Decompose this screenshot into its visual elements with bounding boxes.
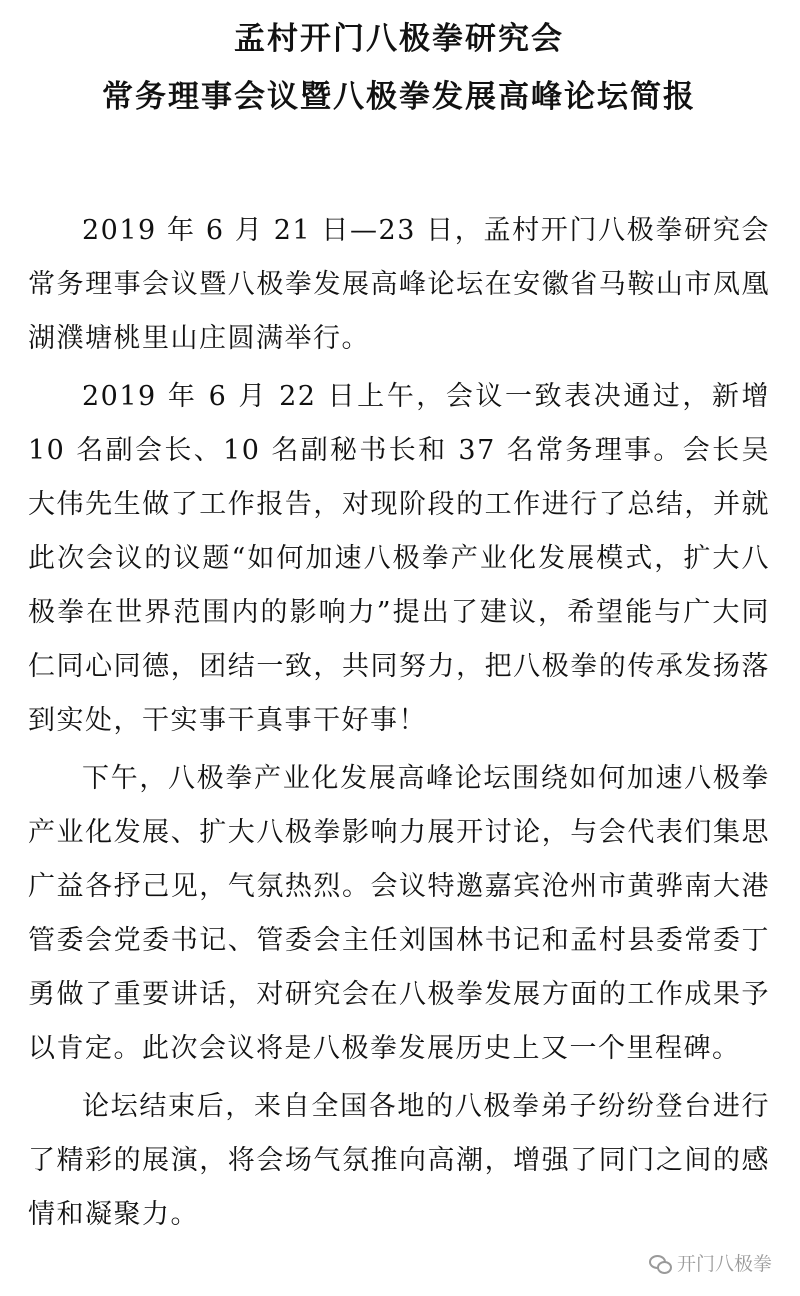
paragraph-4: 论坛结束后，来自全国各地的八极拳弟子纷纷登台进行了精彩的展演，将会场气氛推向高潮，增强了同门之间的感情和凝聚力。 xyxy=(28,1091,770,1230)
document-title-line-1: 孟村开门八极拳研究会 xyxy=(234,21,564,57)
document-header xyxy=(28,0,770,126)
document-body xyxy=(28,204,770,1242)
wechat-icon xyxy=(649,1254,671,1272)
watermark-text: 开门八极拳 xyxy=(676,1253,772,1275)
paragraph-2: 2019 年 6 月 22 日上午，会议一致表决通过，新增 10 名副会长、10 名副秘书长和 37 名常务理事。会长吴大伟先生做了工作报告，对现阶段的工作进行了总结，并就此次会议的议题“如何加速八极拳产业化发展模式，扩大八极拳在世界范围内的影响力”提出了建议，希望能与广大同仁同心同德，团结一致，共同努力，把八极拳的传承发扬落到实处，干实事干真事干好事！ xyxy=(28,381,770,736)
document-title-line-2: 常务理事会议暨八极拳发展高峰论坛简报 xyxy=(102,79,696,115)
watermark xyxy=(649,1249,772,1276)
paragraph-1: 2019 年 6 月 21 日—23 日，孟村开门八极拳研究会常务理事会议暨八极拳发展高峰论坛在安徽省马鞍山市凤凰湖濮塘桃里山庄圆满举行。 xyxy=(28,215,770,354)
paragraph-3: 下午，八极拳产业化发展高峰论坛围绕如何加速八极拳产业化发展、扩大八极拳影响力展开讨论，与会代表们集思广益各抒己见，气氛热烈。会议特邀嘉宾沧州市黄骅南大港管委会党委书记、管委会主任刘国林书记和孟村县委常委丁勇做了重要讲话，对研究会在八极拳发展方面的工作成果予以肯定。此次会议将是八极拳发展历史上又一个里程碑。 xyxy=(28,763,770,1064)
